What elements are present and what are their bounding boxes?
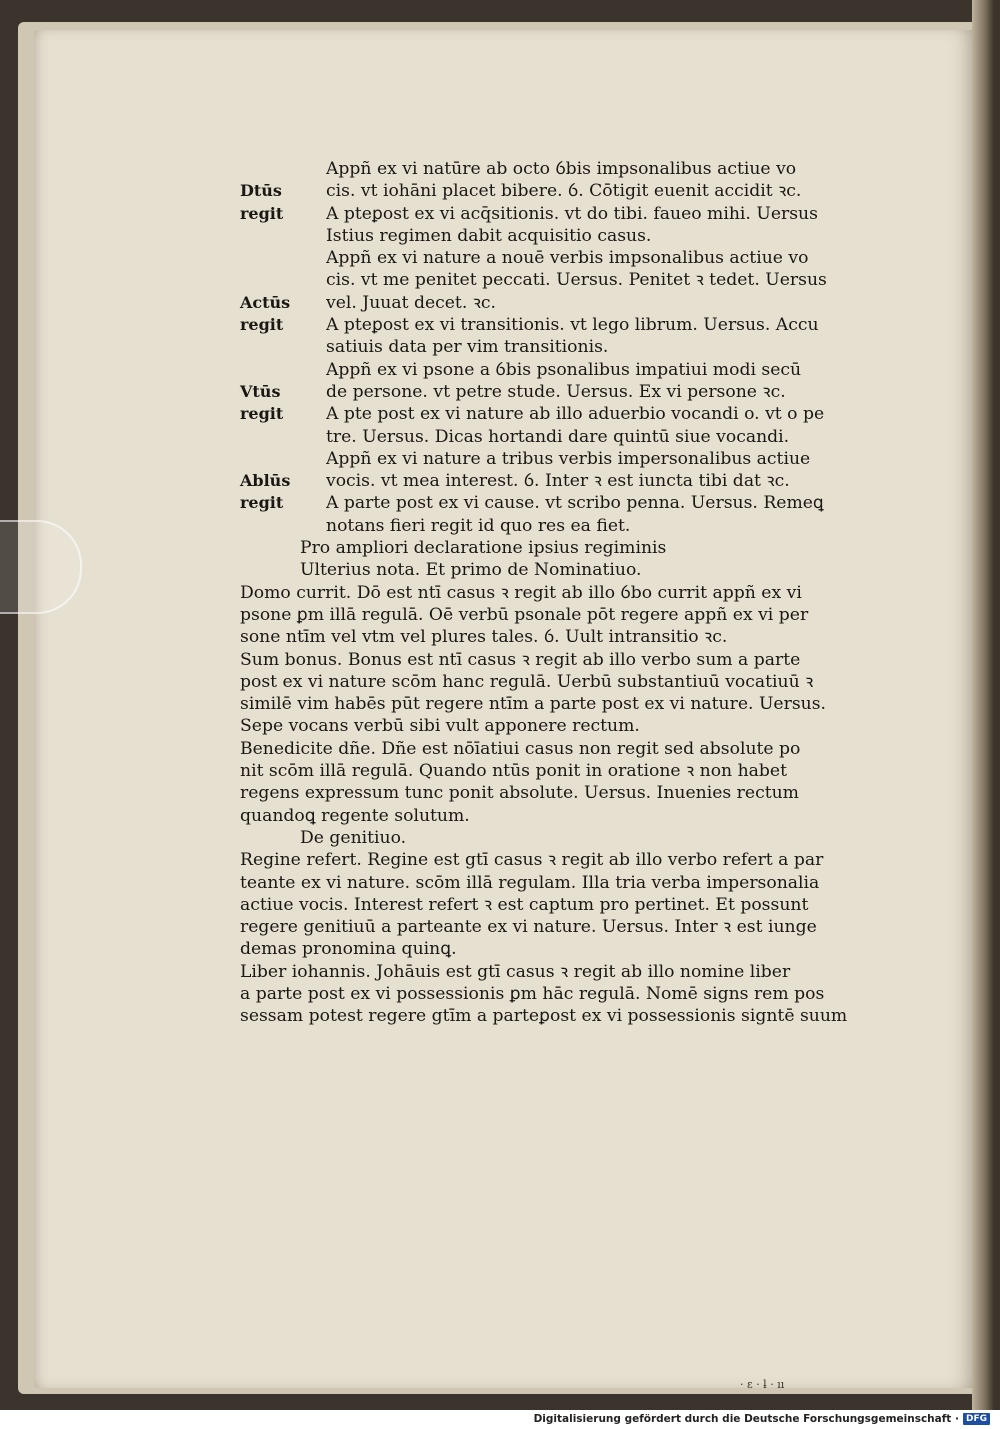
text-line: sessam potest regere gtīm a parteꝑost ex vi possessionis signtē suum	[240, 1006, 848, 1027]
text-line: Sum bonus. Bonus est ntī casus ꝛ regit ab illo verbo sum a parte	[240, 649, 801, 670]
text-line: Regine refert. Regine est gtī casus ꝛ regit ab illo verbo refert a par	[240, 850, 824, 871]
text-line: Benedicite dñe. Dñe est nōīatiui casus non regit sed absolute po	[240, 738, 801, 759]
verb-line	[240, 448, 870, 470]
text-line: sone ntīm vel vtm vel plures tales. ỽ. Uult intransitio ꝛc.	[240, 627, 728, 648]
verb-line	[240, 314, 870, 336]
margin-label: Dtūs	[240, 181, 282, 201]
verb-line	[240, 225, 870, 247]
text-line: de persone. vt petre stude. Uersus. Ex vi persone ꝛc.	[326, 381, 786, 402]
text-line: cis. vt iohāni placet bibere. ỽ. Cōtigit euenit accidit ꝛc.	[326, 181, 802, 202]
margin-label: regit	[240, 404, 284, 424]
verb-line	[240, 426, 870, 448]
verb-line	[240, 381, 870, 403]
margin-label	[240, 247, 326, 269]
margin-label: Actūs	[240, 292, 291, 312]
margin-label: Ablūs	[240, 471, 291, 491]
verb-line	[240, 359, 870, 381]
margin-label	[240, 225, 326, 247]
text-line: regens expressum tunc ponit absolute. Uersus. Inuenies rectum	[240, 783, 799, 804]
bookmark-ribbon	[0, 520, 82, 614]
text-line: cis. vt me penitet peccati. Uersus. Penitet ꝛ tedet. Uersus	[326, 270, 827, 291]
margin-label	[240, 426, 326, 448]
heading-genitiuo: De genitiuo.	[300, 827, 407, 848]
margin-label	[240, 336, 326, 358]
dfg-logo: DFG	[963, 1413, 990, 1425]
text-line: A parte post ex vi cause. vt scribo penna. Uersus. Remeꝗ	[326, 493, 824, 514]
verb-line	[240, 158, 870, 180]
margin-label: regit	[240, 315, 284, 335]
text-line: notans fieri regit id quo res ea fiet.	[326, 515, 631, 536]
dfg-footer	[534, 1413, 990, 1425]
margin-label	[240, 158, 326, 180]
text-line: Domo currit. Dō est ntī casus ꝛ regit ab illo ỽbo currit appñ ex vi	[240, 582, 802, 603]
text-line: vocis. vt mea interest. ỽ. Inter ꝛ est iuncta tibi dat ꝛc.	[326, 471, 790, 492]
verb-line	[240, 269, 870, 291]
text-line: similē vim habēs pūt regere ntīm a parte post ex vi nature. Uersus.	[240, 694, 826, 715]
text-line: A pteꝑost ex vi acq̄sitionis. vt do tibi. faueo mihi. Uersus	[326, 203, 818, 224]
text-line: Liber iohannis. Johāuis est gtī casus ꝛ regit ab illo nomine liber	[240, 961, 791, 982]
text-line: Appñ ex vi psone a ỽbis psonalibus impatiui modi secū	[326, 359, 802, 380]
verb-line	[240, 180, 870, 202]
page-signature-marks: · ɛ · ƚ · ıı	[740, 1378, 785, 1391]
heading-nominatiuo: Ulterius nota. Et primo de Nominatiuo.	[300, 560, 642, 581]
text-line: a parte post ex vi possessionis ꝑm hāc regulā. Nomē signs rem pos	[240, 983, 825, 1004]
text-line: post ex vi nature scōm hanc regulā. Uerbū substantiuū vocatiuū ꝛ	[240, 671, 814, 692]
text-line: actiue vocis. Interest refert ꝛ est captum pro pertinet. Et possunt	[240, 894, 809, 915]
verb-line	[240, 292, 870, 314]
verb-line	[240, 203, 870, 225]
verb-line	[240, 492, 870, 514]
text-line: nit scōm illā regulā. Quando ntūs ponit in oratione ꝛ non habet	[240, 761, 787, 782]
heading-ampliori: Pro ampliori declaratione ipsius regiminis	[300, 538, 667, 559]
verb-line	[240, 403, 870, 425]
genitive-section	[240, 849, 870, 1027]
text-line: teante ex vi nature. scōm illā regulam. Illa tria verba impersonalia	[240, 872, 820, 893]
text-line: Appñ ex vi natūre ab octo ỽbis impsonalibus actiue vo	[326, 159, 797, 179]
text-line: A pteꝑost ex vi transitionis. vt lego librum. Uersus. Accu	[326, 315, 819, 336]
margin-label: Vtūs	[240, 381, 281, 401]
verb-line	[240, 247, 870, 269]
margin-label	[240, 448, 326, 470]
margin-label: regit	[240, 203, 284, 223]
text-line: vel. Juuat decet. ꝛc.	[326, 292, 496, 313]
text-line: demas pronomina quinꝗ.	[240, 939, 457, 960]
page-text	[240, 158, 870, 1028]
text-line: tre. Uersus. Dicas hortandi dare quintū siue vocandi.	[326, 426, 790, 447]
verb-line	[240, 470, 870, 492]
text-line: regere genitiuū a parteante ex vi nature. Uersus. Inter ꝛ est iunge	[240, 917, 817, 938]
margin-label	[240, 359, 326, 381]
text-line: quandoꝗ regente solutum.	[240, 805, 470, 826]
text-line: Istius regimen dabit acquisitio casus.	[326, 225, 652, 246]
text-line: Appñ ex vi nature a tribus verbis impersonalibus actiue	[326, 448, 811, 469]
text-line: psone ꝑm illā regulā. Oē verbū psonale pōt regere appñ ex vi per	[240, 604, 809, 625]
verb-regimen-section	[240, 158, 870, 537]
book-spine-edge	[972, 0, 994, 1410]
text-line: A pte post ex vi nature ab illo aduerbio vocandi o. vt o pe	[326, 404, 825, 425]
nominative-section	[240, 582, 870, 827]
text-line: satiuis data per vim transitionis.	[326, 337, 609, 358]
margin-label: regit	[240, 493, 284, 513]
verb-line	[240, 515, 870, 537]
verb-line	[240, 336, 870, 358]
margin-label	[240, 269, 326, 291]
margin-label	[240, 515, 326, 537]
text-line: Appñ ex vi nature a nouē verbis impsonalibus actiue vo	[326, 248, 809, 269]
footer-text: Digitalisierung gefördert durch die Deutsche Forschungsgemeinschaft ·	[533, 1413, 959, 1425]
text-line: Sepe vocans verbū sibi vult apponere rectum.	[240, 716, 640, 737]
